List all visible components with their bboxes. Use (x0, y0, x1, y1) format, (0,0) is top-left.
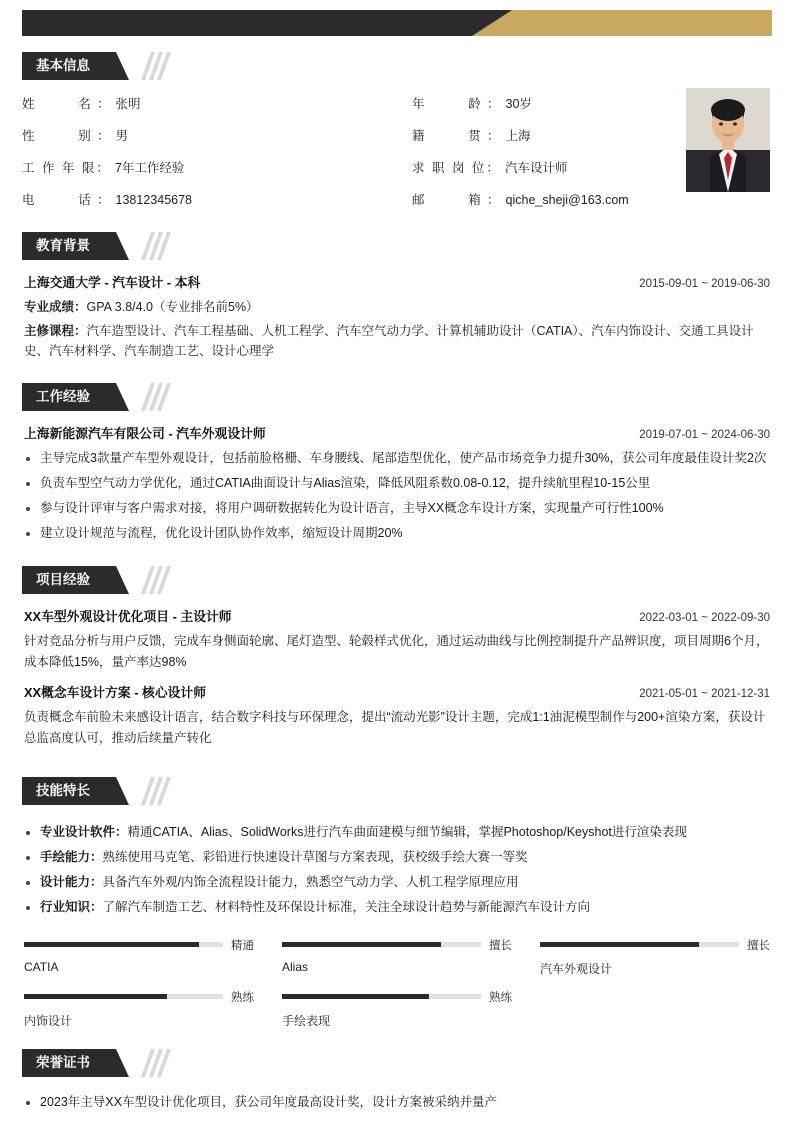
skill-bar-row (24, 937, 254, 953)
list-item: • 参与设计评审与客户需求对接，将用户调研数据转化为设计语言，主导XX概念车设计方案，实现量产可行性100% (40, 498, 770, 518)
section-header-work (22, 383, 772, 411)
honor-bullet-list (24, 1092, 770, 1112)
skill-bar-fill (540, 942, 699, 947)
project-block (22, 594, 772, 761)
field-name (22, 94, 412, 112)
work-block (22, 411, 772, 550)
skill-bullet-list (24, 822, 770, 917)
skill-bar-track (282, 942, 481, 947)
skill-bar-grid (24, 931, 770, 1031)
section-title-skill: 技能特长 (22, 777, 116, 805)
section-slash-work (146, 383, 168, 411)
section-slash-honor (146, 1049, 168, 1077)
project-row-head-2 (24, 682, 770, 701)
skill-bar-row (24, 989, 254, 1005)
list-item: • 建立设计规范与流程，优化设计团队协作效率，缩短设计周期20% (40, 523, 770, 543)
field-target-position-label: 求 职 岗 位 (412, 161, 487, 175)
section-slash-education (146, 232, 168, 260)
skill-bar-level: 精通 (231, 939, 254, 952)
section-rule-honor (22, 1075, 772, 1077)
skill-bar-level: 熟练 (489, 991, 512, 1004)
skill-label-3: 设计能力： (40, 874, 103, 889)
work-title: 上海新能源汽车有限公司 - 汽车外观设计师 (24, 426, 266, 441)
section-rule-skill (22, 803, 772, 805)
list-item: • 2023年主导XX车型设计优化项目，获公司年度最高设计奖，设计方案被采纳并量产 (40, 1092, 770, 1112)
basic-info-block (22, 80, 772, 216)
skill-bar-item-sketching (282, 983, 512, 1031)
skill-bar-level: 擅长 (489, 939, 512, 952)
list-item: • 主导完成3款量产车型外观设计，包括前脸格栅、车身腰线、尾部造型优化，使产品市场竞争力提升30%，获公司年度最佳设计奖2次 (40, 448, 770, 468)
section-slash-basic (146, 52, 168, 80)
skill-text-1: 精通CATIA、Alias、SolidWorks进行汽车曲面建模与细节编辑，掌握Photoshop/Keyshot进行渲染表现 (127, 824, 687, 839)
list-item (40, 847, 770, 867)
section-header-honor (22, 1049, 772, 1077)
field-gender-colon: ： (97, 129, 110, 143)
honor-block (22, 1077, 772, 1119)
field-age-colon: ： (487, 97, 500, 111)
skill-bar-item-empty (540, 983, 770, 1031)
skill-bar-level: 擅长 (747, 939, 770, 952)
project-desc-2: 负责概念车前脸未来感设计语言，结合数字科技与环保理念，提出“流动光影”设计主题，完成1:1油泥模型制作与200+渲染方案，获设计总监高度认可，推动后续量产转化 (24, 710, 766, 745)
resume-content (0, 52, 794, 1119)
education-row-head (24, 272, 770, 291)
top-decoration-bar (22, 10, 772, 36)
field-phone-value: 13812345678 (115, 193, 193, 207)
skill-text-2: 熟练使用马克笔、彩铅进行快速设计草图与方案表现，获校级手绘大赛一等奖 (102, 849, 528, 864)
field-experience-years (22, 158, 412, 176)
education-block (22, 260, 772, 367)
skill-bar-fill (282, 942, 441, 947)
skill-text-3: 具备汽车外观/内饰全流程设计能力，熟悉空气动力学、人机工程学原理应用 (102, 874, 519, 889)
section-header-basic (22, 52, 772, 80)
field-email (412, 190, 772, 208)
section-title-project: 项目经验 (22, 566, 116, 594)
skill-bar-track (24, 942, 223, 947)
field-email-value: qiche_sheji@163.com (505, 193, 629, 207)
section-title-education: 教育背景 (22, 232, 116, 260)
skill-bar-row (540, 937, 770, 953)
section-title-work: 工作经验 (22, 383, 116, 411)
project-date-1: 2022-03-01 ~ 2022-09-30 (639, 612, 770, 624)
field-phone-label: 电 话 (22, 193, 98, 207)
field-phone (22, 190, 412, 208)
skill-bar-track (24, 994, 223, 999)
skill-bar-item-catia (24, 931, 254, 979)
avatar-illustration (686, 88, 770, 192)
skill-label-2: 手绘能力： (40, 849, 103, 864)
section-slash-skill (146, 777, 168, 805)
section-rule-project (22, 592, 772, 594)
skill-bar-fill (24, 942, 199, 947)
project-desc-1: 针对竞品分析与用户反馈，完成车身侧面轮廓、尾灯造型、轮毂样式优化，通过运动曲线与比例控制提升产品辨识度，项目周期6个月，成本降低15%，量产率达98% (24, 634, 769, 669)
field-hometown-label: 籍 贯 (412, 129, 488, 143)
education-courses (24, 321, 770, 361)
field-phone-colon: ： (97, 193, 110, 207)
skill-bar-name: Alias (282, 959, 309, 974)
list-item (40, 822, 770, 842)
field-target-position-value: 汽车设计师 (504, 161, 568, 175)
field-email-label: 邮 箱 (412, 193, 488, 207)
field-name-label: 姓 名 (22, 97, 98, 111)
skill-bar-name: CATIA (24, 959, 59, 974)
skill-bar-name: 手绘表现 (282, 1013, 331, 1028)
section-slash-project (146, 566, 168, 594)
field-age-label: 年 龄 (412, 97, 488, 111)
education-courses-label: 主修课程： (24, 324, 87, 338)
field-gender (22, 126, 412, 144)
project-title-1: XX车型外观设计优化项目 - 主设计师 (24, 609, 232, 624)
skill-bar-item-interior-design (24, 983, 254, 1031)
skill-bar-item-exterior-design (540, 931, 770, 979)
skill-bar-row (282, 989, 512, 1005)
field-name-colon: ： (97, 97, 110, 111)
education-title: 上海交通大学 - 汽车设计 - 本科 (24, 275, 201, 290)
skill-bar-name: 汽车外观设计 (540, 961, 613, 976)
avatar (686, 88, 770, 192)
work-bullet-list (24, 448, 770, 543)
skill-bar-fill (282, 994, 429, 999)
education-gpa-label: 专业成绩： (24, 300, 87, 314)
section-rule-education (22, 258, 772, 260)
skill-bar-name: 内饰设计 (24, 1013, 73, 1028)
skill-text-4: 了解汽车制造工艺、材料特性及环保设计标准，关注全球设计趋势与新能源汽车设计方向 (102, 899, 591, 914)
work-row-head (24, 423, 770, 442)
project-row-head-1 (24, 606, 770, 625)
field-email-colon: ： (487, 193, 500, 207)
work-date: 2019-07-01 ~ 2024-06-30 (639, 429, 770, 441)
education-gpa (24, 297, 770, 317)
top-decoration-gold (472, 10, 772, 36)
field-hometown-value: 上海 (505, 129, 531, 143)
field-gender-label: 性 别 (22, 129, 98, 143)
field-experience-years-value: 7年工作经验 (114, 161, 185, 175)
section-header-education (22, 232, 772, 260)
skill-bar-item-alias (282, 931, 512, 979)
skill-bar-track (282, 994, 481, 999)
field-name-value: 张明 (115, 97, 141, 111)
list-item (40, 872, 770, 892)
education-courses-value: 汽车造型设计、汽车工程基础、人机工程学、汽车空气动力学、计算机辅助设计（CATIA）、汽车内饰设计、交通工具设计史、汽车材料学、汽车制造工艺、设计心理学 (24, 324, 754, 358)
skill-bar-fill (24, 994, 167, 999)
section-title-honor: 荣誉证书 (22, 1049, 116, 1077)
field-experience-years-label: 工 作 年 限 (22, 161, 97, 175)
section-header-skill (22, 777, 772, 805)
list-item: • 负责车型空气动力学优化，通过CATIA曲面设计与Alias渲染，降低风阻系数0.08-0.12，提升续航里程10-15公里 (40, 473, 770, 493)
resume-page (0, 10, 794, 1133)
skill-bar-track (540, 942, 739, 947)
skill-label-1: 专业设计软件： (40, 824, 128, 839)
basic-info-grid (22, 94, 772, 208)
section-title-basic: 基本信息 (22, 52, 116, 80)
project-title-2: XX概念车设计方案 - 核心设计师 (24, 685, 207, 701)
section-rule-work (22, 409, 772, 411)
field-age-value: 30岁 (505, 97, 532, 111)
skill-label-4: 行业知识： (40, 899, 103, 914)
skill-bar-level: 熟练 (231, 991, 254, 1004)
education-date: 2015-09-01 ~ 2019-06-30 (639, 278, 770, 290)
project-date-2: 2021-05-01 ~ 2021-12-31 (639, 688, 770, 701)
list-item (40, 897, 770, 917)
skill-block (22, 805, 772, 1033)
field-gender-value: 男 (115, 129, 129, 143)
education-gpa-value: GPA 3.8/4.0（专业排名前5%） (86, 300, 259, 314)
field-hometown-colon: ： (487, 129, 500, 143)
field-target-position-colon: ： (486, 161, 499, 175)
skill-bar-row (282, 937, 512, 953)
field-experience-years-colon: ： (96, 161, 109, 175)
section-header-project (22, 566, 772, 594)
